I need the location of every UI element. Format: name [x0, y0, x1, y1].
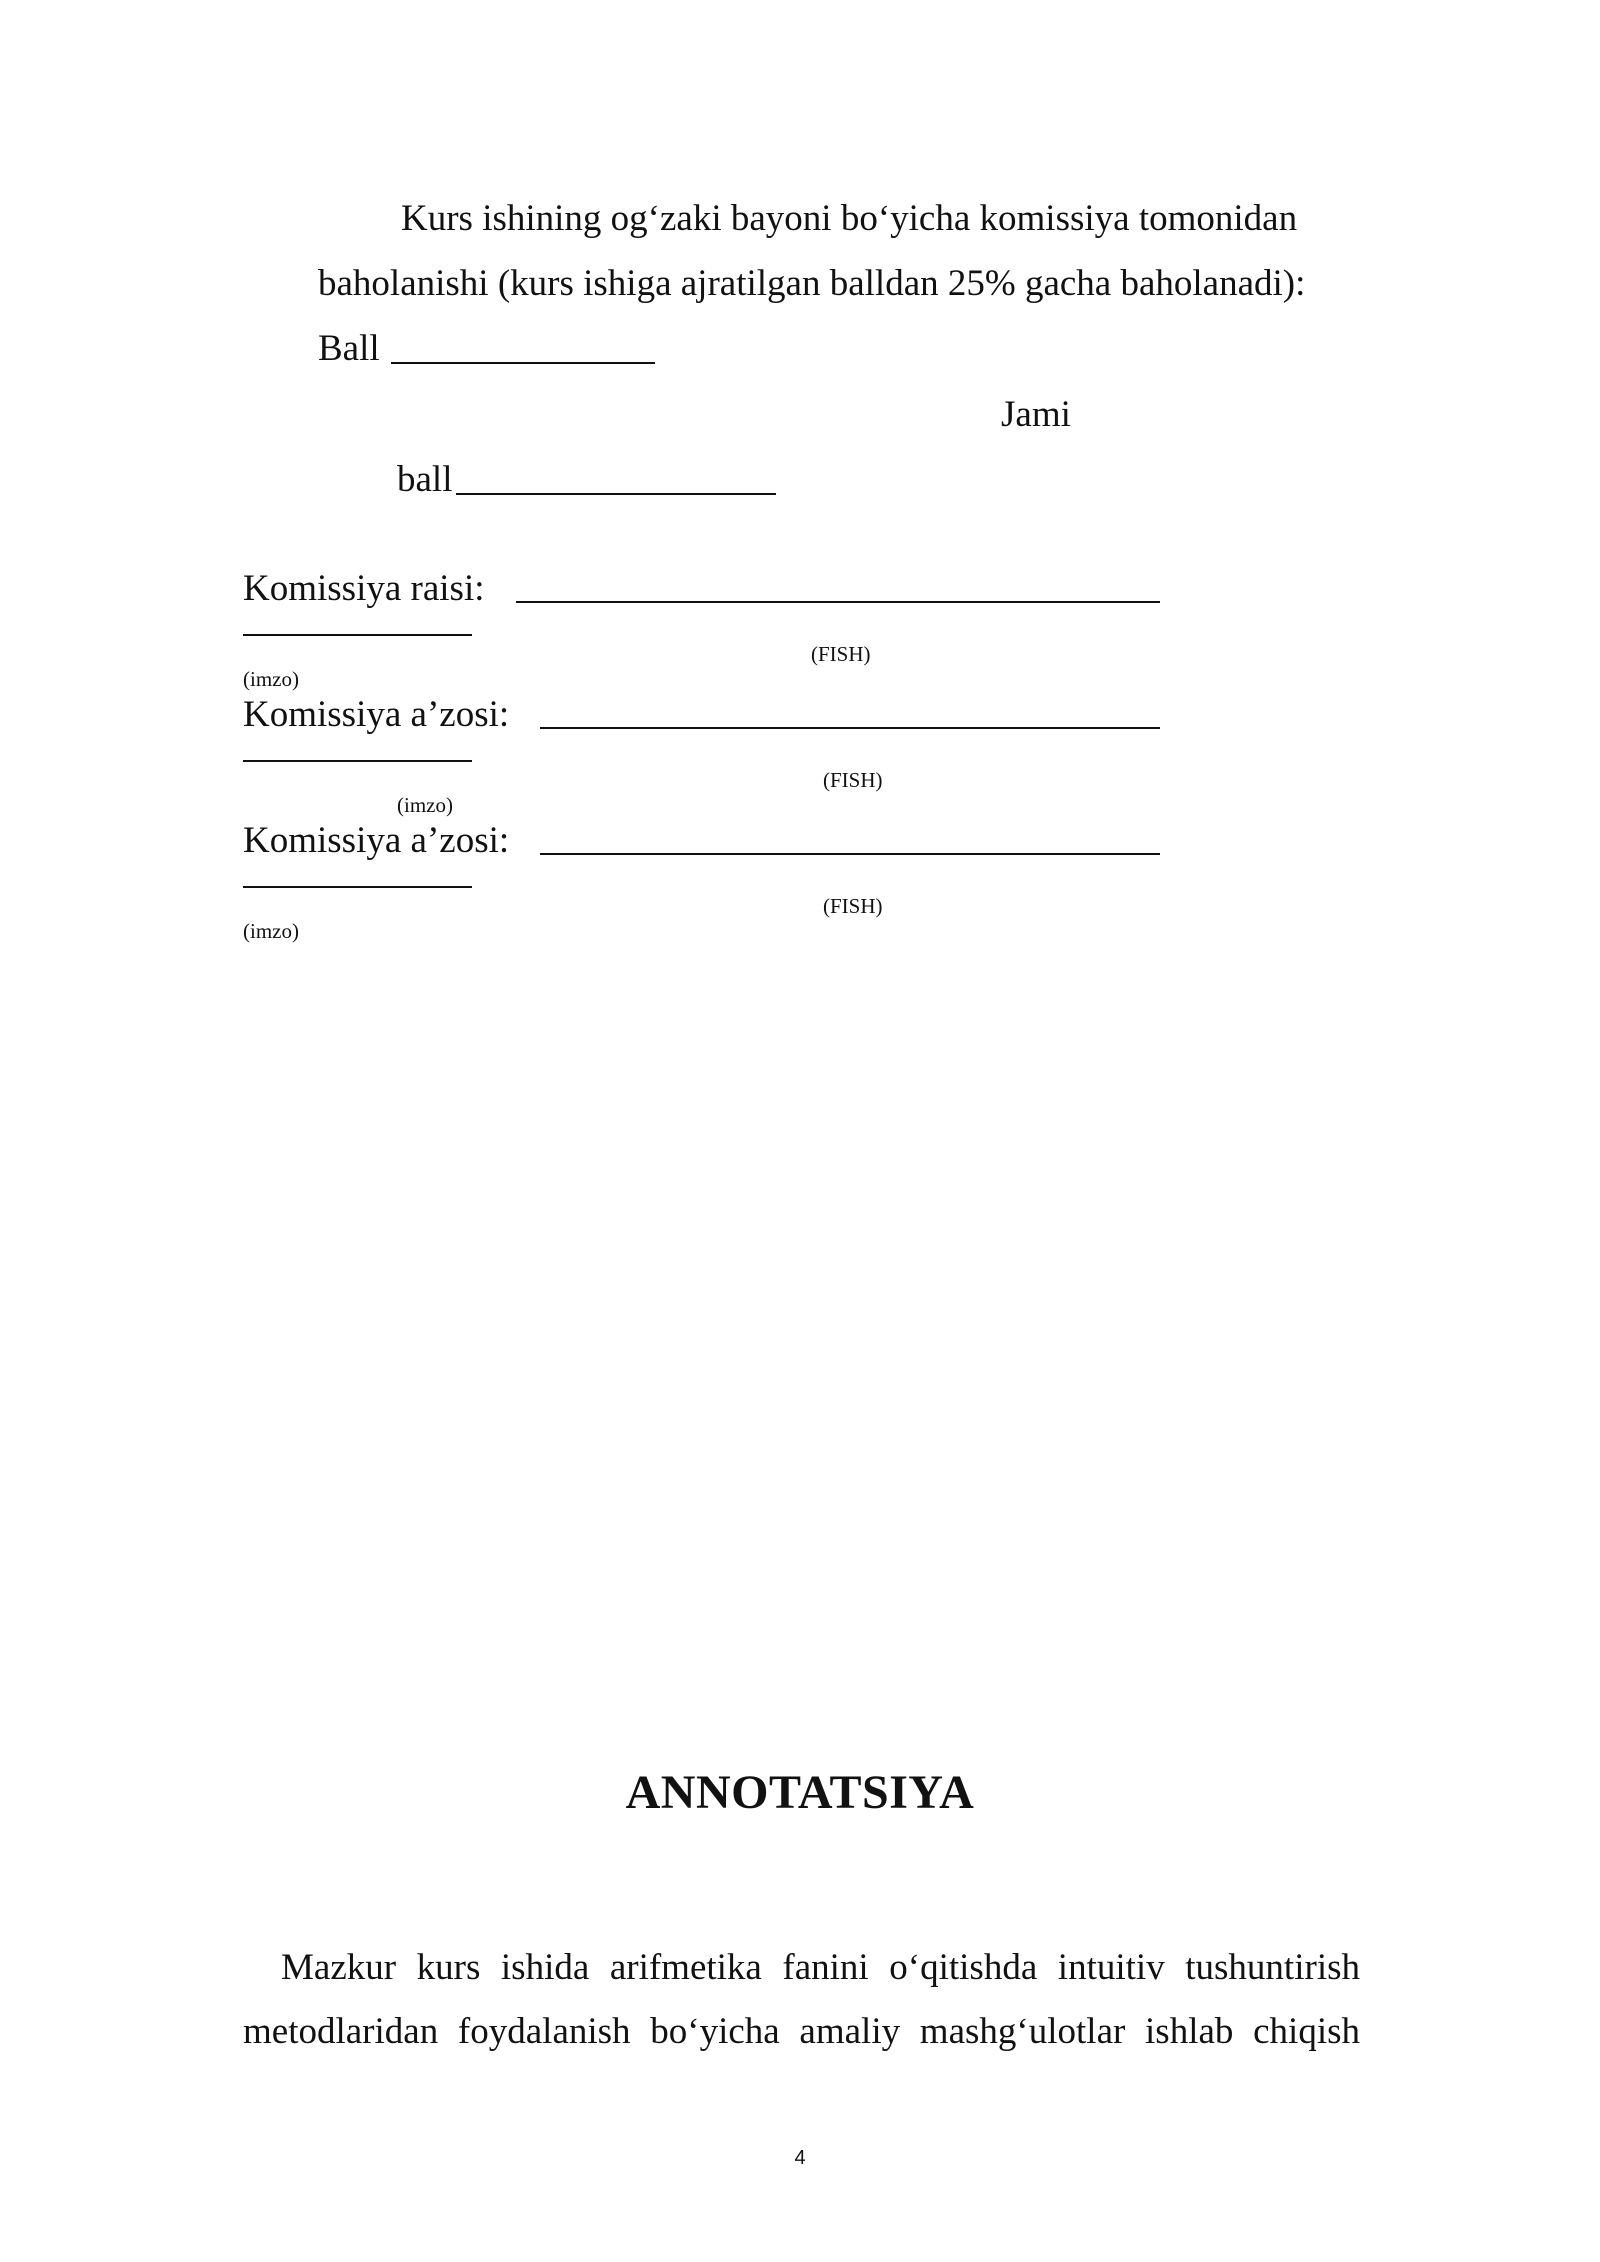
- imzo-caption: (imzo): [243, 667, 299, 691]
- imzo-caption: (imzo): [397, 793, 453, 817]
- fish-caption: (FISH): [823, 768, 883, 792]
- signature-blank-line: [243, 634, 472, 636]
- jami-label: Jami: [1001, 394, 1071, 435]
- fish-blank-line: [516, 601, 1160, 603]
- commission-role-label: Komissiya a’zosi:: [243, 694, 510, 735]
- signature-blank-line: [243, 760, 472, 762]
- ball-label: Ball: [318, 328, 380, 369]
- grading-line-2: baholanishi (kurs ishiga ajratilgan balldan 25% gacha baholanadi):: [318, 263, 1306, 304]
- grading-line-1: Kurs ishining og‘zaki bayoni bo‘yicha komissiya tomonidan: [401, 198, 1298, 239]
- ball-blank-line: [391, 362, 655, 364]
- total-ball-label: ball: [397, 459, 453, 500]
- total-ball-blank-line: [456, 493, 776, 495]
- commission-role-label: Komissiya a’zosi:: [243, 820, 510, 861]
- imzo-caption: (imzo): [243, 919, 299, 943]
- fish-blank-line: [540, 727, 1160, 729]
- signature-blank-line: [243, 886, 472, 888]
- page-number: 4: [794, 2147, 806, 2169]
- commission-role-label: Komissiya raisi:: [243, 568, 485, 609]
- fish-caption: (FISH): [811, 642, 871, 666]
- annotation-heading: ANNOTATSIYA: [625, 1766, 975, 1819]
- fish-blank-line: [540, 853, 1160, 855]
- annotation-paragraph-line-2: metodlaridan foydalanish bo‘yicha amaliy mashg‘ulotlar ishlab chiqish: [243, 2011, 1360, 2052]
- annotation-paragraph-line-1: Mazkur kurs ishida arifmetika fanini o‘qitishda intuitiv tushuntirish: [281, 1947, 1360, 1988]
- fish-caption: (FISH): [823, 894, 883, 918]
